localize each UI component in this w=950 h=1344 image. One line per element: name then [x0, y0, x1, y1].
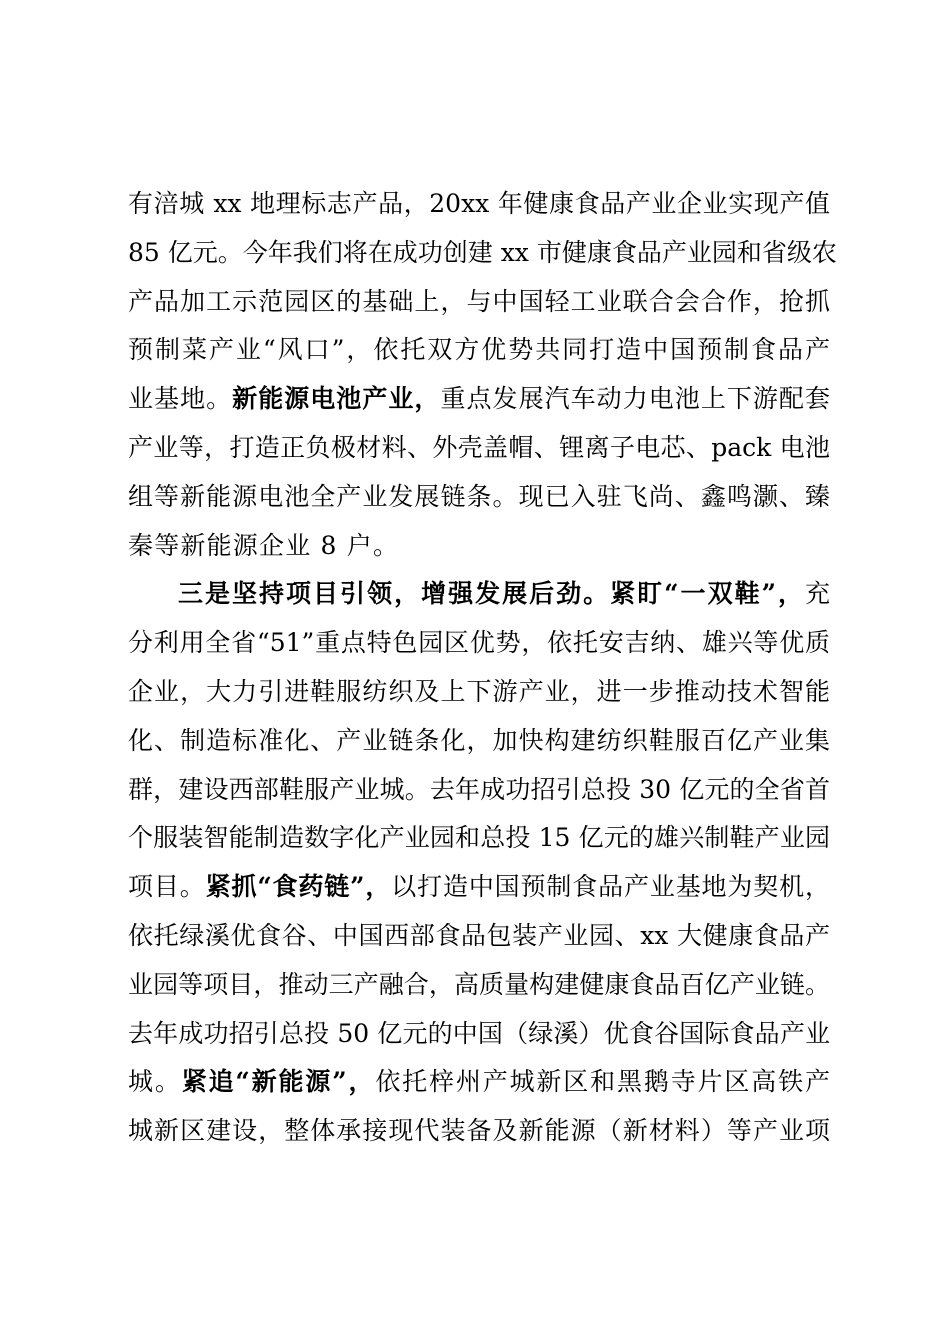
text-line	[128, 619, 830, 668]
text-line	[128, 522, 830, 571]
text-segment: 个服装智能制造数字化产业园和总投 15 亿元的雄兴制鞋产业园	[128, 823, 830, 853]
text-segment: 城。	[128, 1067, 182, 1097]
text-segment: 依托绿溪优食谷、中国西部食品包装产业园、xx 大健康食品产	[128, 920, 830, 950]
text-line	[128, 375, 830, 424]
text-segment: 城新区建设，整体承接现代装备及新能源（新材料）等产业项	[128, 1116, 830, 1146]
text-line	[128, 278, 830, 327]
section-heading: 三是坚持项目引领，增强发展后劲。紧盯“一双鞋”，	[178, 579, 805, 609]
text-segment: 业基地。	[128, 384, 233, 414]
text-line	[128, 1058, 830, 1107]
text-segment: 预制菜产业“风口”，依托双方优势共同打造中国预制食品产	[128, 335, 830, 365]
text-line	[128, 473, 830, 522]
text-segment: 组等新能源电池全产业发展链条。现已入驻飞尚、鑫鸣灏、臻	[128, 481, 830, 511]
text-line	[128, 424, 830, 473]
text-line	[128, 570, 830, 619]
text-segment: 产业等，打造正负极材料、外壳盖帽、锂离子电芯、pack 电池	[128, 432, 830, 462]
text-segment: 充	[804, 579, 830, 609]
text-line	[128, 766, 830, 815]
text-segment: 项目。	[128, 872, 206, 902]
text-line	[128, 229, 837, 278]
text-line	[128, 717, 830, 766]
text-line	[128, 1107, 830, 1156]
text-line	[128, 863, 830, 912]
text-segment: 有涪城 xx 地理标志产品，20xx 年健康食品产业企业实现产值	[128, 189, 830, 218]
text-segment: 秦等新能源企业 8 户。	[128, 530, 400, 560]
text-segment: 去年成功招引总投 50 亿元的中国（绿溪）优食谷国际食品产业	[128, 1018, 830, 1048]
text-segment: 以打造中国预制食品产业基地为契机，	[391, 872, 830, 902]
text-line	[128, 326, 830, 375]
body-text	[128, 180, 837, 1156]
text-segment: 化、制造标准化、产业链条化，加快构建纺织鞋服百亿产业集	[128, 725, 830, 755]
text-segment: 企业，大力引进鞋服纺织及上下游产业，进一步推动技术智能	[128, 676, 830, 706]
text-segment: 依托梓州产城新区和黑鹅寺片区高铁产	[375, 1067, 830, 1097]
text-segment: 85 亿元。今年我们将在成功创建 xx 市健康食品产业园和省级农	[128, 237, 837, 267]
bold-heading: 新能源电池产业，	[232, 384, 441, 414]
bold-heading: 紧追“新能源”，	[181, 1067, 376, 1097]
text-line	[128, 180, 830, 229]
text-segment: 重点发展汽车动力电池上下游配套	[440, 384, 830, 414]
bold-heading: 紧抓“食药链”，	[205, 872, 392, 902]
text-segment: 群，建设西部鞋服产业城。去年成功招引总投 30 亿元的全省首	[128, 774, 830, 804]
text-segment: 分利用全省“51”重点特色园区优势，依托安吉纳、雄兴等优质	[128, 628, 830, 658]
text-segment: 产品加工示范园区的基础上，与中国轻工业联合会合作，抢抓	[128, 286, 830, 316]
text-line	[128, 668, 830, 717]
text-line	[128, 961, 830, 1010]
text-segment: 业园等项目，推动三产融合，高质量构建健康食品百亿产业链。	[128, 969, 830, 999]
text-line	[128, 912, 830, 961]
text-line	[128, 1010, 830, 1059]
text-line	[128, 814, 830, 863]
